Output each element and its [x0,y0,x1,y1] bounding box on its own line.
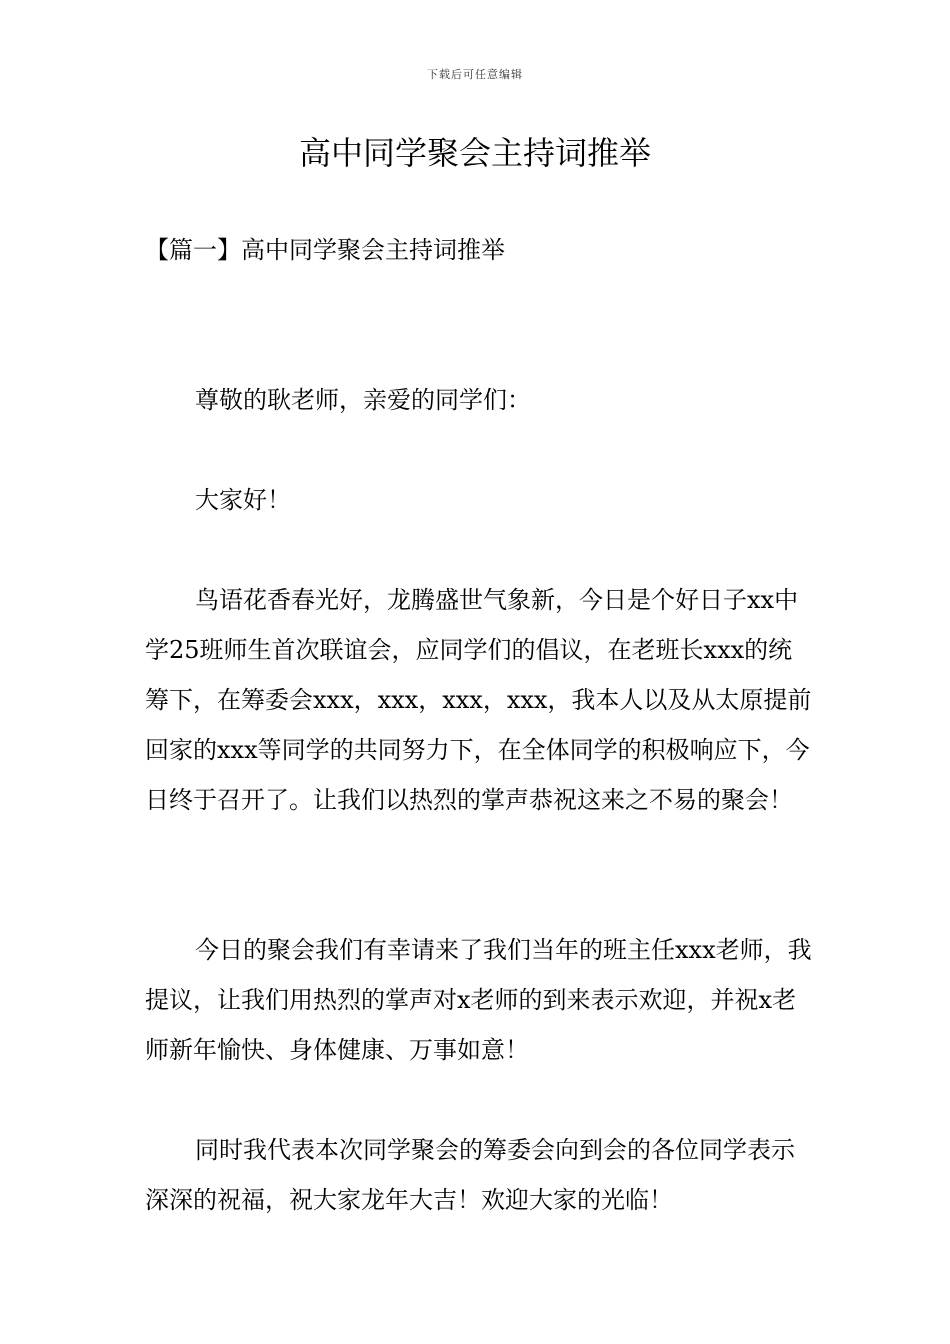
paragraph-teacher-welcome: 今日的聚会我们有幸请来了我们当年的班主任xxx老师，我提议，让我们用热烈的掌声对x老师的到来表示欢迎，并祝x老师新年愉快、身体健康、万事如意！ [145,936,812,1064]
document-title: 高中同学聚会主持词推举 [298,134,651,172]
section-heading: 【篇一】高中同学聚会主持词推举 [145,236,505,264]
header-note: 下载后可任意编辑 [427,68,523,81]
paragraph-hello: 大家好！ [195,486,291,514]
paragraph-opening: 鸟语花香春光好，龙腾盛世气象新，今日是个好日子xx中学25班师生首次联谊会，应同学们的倡议，在老班长xxx的统筹下，在筹委会xxx，xxx，xxx，xxx，我本人以及从太原提前回家的xxx等同学的共同努力下，在全体同学的积极响应下，今日终于召开了。让我们以热烈的掌声恭祝这来之不易的聚会！ [145,586,812,814]
paragraph-blessing: 同时我代表本次同学聚会的筹委会向到会的各位同学表示深深的祝福，祝大家龙年大吉！欢迎大家的光临！ [145,1136,795,1214]
paragraph-greeting: 尊敬的耿老师，亲爱的同学们： [195,386,531,414]
